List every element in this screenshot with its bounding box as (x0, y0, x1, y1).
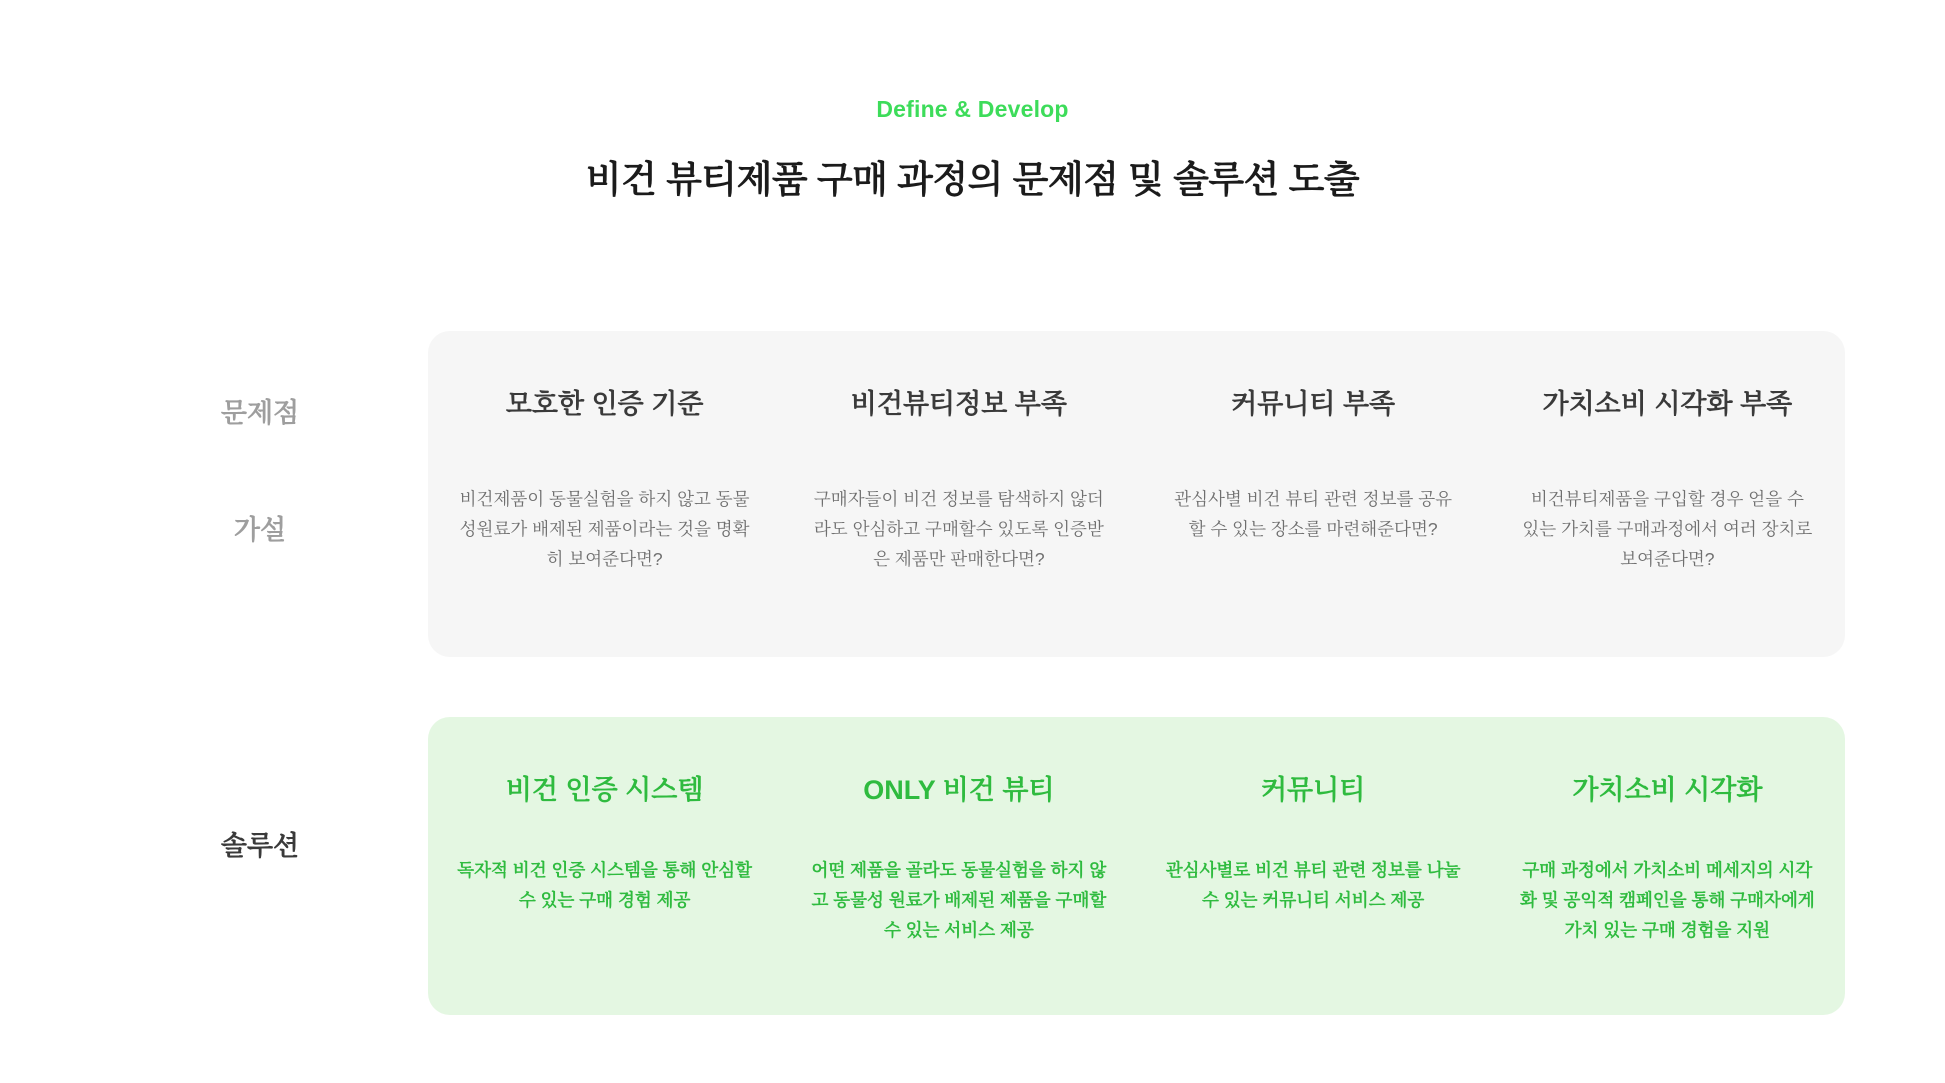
solution-title: 비건 인증 시스템 (505, 775, 704, 805)
problem-column (782, 331, 1136, 657)
solution-body: 구매 과정에서 가치소비 메세지의 시각화 및 공익적 캠페인을 통해 구매자에게 가치 있는 구매 경험을 지원 (1519, 860, 1815, 941)
problem-panel (428, 331, 1845, 657)
solution-column (428, 717, 782, 1015)
solution-title: ONLY 비건 뷰티 (863, 775, 1055, 805)
problem-title: 비건뷰티정보 부족 (850, 389, 1067, 419)
solution-panel (428, 717, 1845, 1015)
row-label-hypothesis: 가설 (233, 515, 287, 545)
problem-column (1490, 331, 1844, 657)
problem-title: 커뮤니티 부족 (1231, 389, 1396, 419)
solution-body: 관심사별로 비건 뷰티 관련 정보를 나눌 수 있는 커뮤니티 서비스 제공 (1165, 860, 1461, 911)
solution-column (1490, 717, 1844, 1015)
row-label-problem: 문제점 (220, 398, 300, 428)
problem-column (428, 331, 782, 657)
page-title: 비건 뷰티제품 구매 과정의 문제점 및 솔루션 도출 (585, 159, 1360, 200)
slide-header (0, 0, 1945, 203)
solution-title: 커뮤니티 (1260, 775, 1366, 805)
solution-column (1136, 717, 1490, 1015)
solution-column (782, 717, 1136, 1015)
solution-body: 어떤 제품을 골라도 동물실험을 하지 않고 동물성 원료가 배제된 제품을 구매할 수 있는 서비스 제공 (811, 860, 1107, 941)
problem-title: 가치소비 시각화 부족 (1542, 389, 1793, 419)
row-label-solution: 솔루션 (220, 831, 300, 861)
solution-body: 독자적 비건 인증 시스템을 통해 안심할 수 있는 구매 경험 제공 (457, 860, 753, 911)
hypothesis-text: 관심사별 비건 뷰티 관련 정보를 공유할 수 있는 장소를 마련해준다면? (1174, 489, 1453, 540)
hypothesis-text: 비건제품이 동물실험을 하지 않고 동물성원료가 배제된 제품이라는 것을 명확히 보여준다면? (459, 489, 750, 570)
solution-title: 가치소비 시각화 (1572, 775, 1763, 805)
problem-column (1136, 331, 1490, 657)
section-eyebrow: Define & Develop (876, 96, 1069, 122)
hypothesis-text: 비건뷰티제품을 구입할 경우 얻을 수 있는 가치를 구매과정에서 여러 장치로 보여준다면? (1522, 489, 1813, 570)
hypothesis-text: 구매자들이 비건 정보를 탐색하지 않더라도 안심하고 구매할수 있도록 인증받은 제품만 판매한다면? (813, 489, 1104, 570)
problem-title: 모호한 인증 기준 (505, 389, 704, 419)
